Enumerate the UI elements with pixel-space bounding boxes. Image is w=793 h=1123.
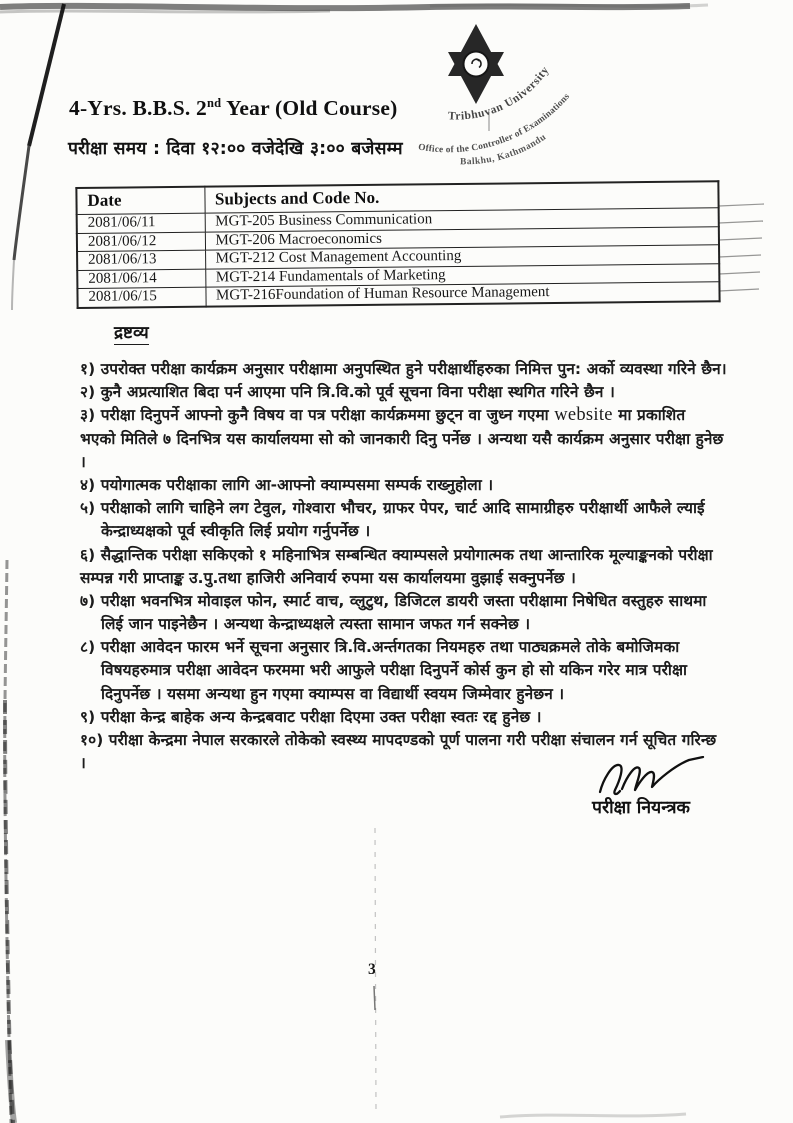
university-stamp <box>398 16 603 170</box>
page-title-ordinal: nd <box>206 96 222 110</box>
note-line-10a: १०) परीक्षा केन्द्रमा नेपाल सरकारले तोकेको स्वस्थ्य मापदण्डको पूर्ण पालना गरी परीक्षा संचालन गर्न सूचित गरिन्छ <box>80 731 717 749</box>
stamp-emblem <box>464 52 489 77</box>
stamp-org-text: Tribhuvan University <box>447 64 552 123</box>
page-title-text: 4-Yrs. B.B.S. 2 <box>69 96 207 121</box>
handwritten-signature <box>586 756 721 798</box>
date-column-header: Date <box>76 187 204 215</box>
svg-text:Office of the Controller of Ex <box>417 92 572 156</box>
page-title <box>69 96 397 121</box>
note-line-8c: दिनुपर्नेछ । यसमा अन्यथा हुन गएमा क्याम्पस वा विद्यार्थी स्वयम जिम्मेवार हुनेछन । <box>101 684 565 703</box>
notes-section <box>80 320 748 775</box>
note-line-3a <box>80 404 748 427</box>
notes-heading: द्रष्टव्य <box>114 320 149 345</box>
note-line-4: ४) पयोगात्मक परीक्षाका लागि आ-आफ्नो क्याम्पसमा सम्पर्क राख्नुहोला । <box>80 475 494 494</box>
page-title-rest: Year (Old Course) <box>221 96 398 121</box>
note-line-10b: । <box>80 754 86 773</box>
subject-cell: MGT-206 Macroeconomics <box>205 226 719 250</box>
date-cell: 2081/06/11 <box>77 213 205 233</box>
note-line-6b: सम्पन्न गरी प्राप्ताङ्क उ.पु.तथा हाजिरी अनिवार्य रुपमा यस कार्यालयमा वुझाई सक्नुपर्नेछ । <box>80 568 576 587</box>
date-cell: 2081/06/12 <box>77 232 205 252</box>
website-word: website <box>554 405 613 426</box>
subject-cell: MGT-216Foundation of Human Resource Management <box>205 282 719 306</box>
date-cell: 2081/06/14 <box>77 269 205 289</box>
note-line-3b: भएको मितिले ७ दिनभित्र यस कार्यालयमा सो को जानकारी दिनु पर्नेछ । अन्यथा यसै कार्यक्रम अनुसार परीक्षा हुनेछ <box>80 429 724 448</box>
date-cell: 2081/06/15 <box>77 287 205 307</box>
note-line-2: २) कुनै अप्रत्याशित बिदा पर्न आएमा पनि त्रि.वि.को पूर्व सूचना विना परीक्षा स्थगित गरिने छैन । <box>80 383 615 402</box>
note-line-8a: ८) परीक्षा आवेदन फारम भर्ने सूचना अनुसार त्रि.वि.अर्न्तगतका नियमहरु तथा पाठ्यक्रमले तोके बमोजिमका <box>80 638 680 657</box>
date-cell: 2081/06/13 <box>77 250 205 270</box>
page-number: 3 <box>368 961 376 978</box>
subjects-column-header: Subjects and Code No. <box>204 181 718 213</box>
subject-cell: MGT-205 Business Communication <box>205 208 719 232</box>
note-line-1: १) उपरोक्त परीक्षा कार्यक्रम अनुसार परीक्षामा अनुपस्थित हुने परीक्षार्थीहरुका निमित्त पुन: अर्को व्यवस्था गरिने छैन। <box>80 360 727 378</box>
note-line-5b: केन्द्राध्यक्षको पूर्व स्वीकृति लिई प्रयोग गर्नुपर्नेछ । <box>101 522 371 541</box>
exam-schedule-table <box>75 180 720 308</box>
stamp-location-text: Balkhu, Kathmandu <box>459 132 549 168</box>
note-line-8b: विषयहरुमात्र परीक्षा आवेदन फरममा भरी आफुले परीक्षा दिनुपर्ने कोर्स कुन हो सो यकिन गरेर मात्र परीक्षा <box>101 661 688 680</box>
note-line-6a: ६) सैद्धान्तिक परीक्षा सकिएको १ महिनाभित्र सम्बन्धित क्याम्पसले प्रयोगात्मक तथा आन्तारिक मूल्याङ्कनको परीक्षा <box>80 545 713 564</box>
note-line-9: ९) परीक्षा केन्द्र बाहेक अन्य केन्द्रबवाट परीक्षा दिएमा उक्त परीक्षा स्वतः रद्द हुनेछ । <box>80 707 542 726</box>
note-line-3c: । <box>80 452 86 471</box>
note-line-3a-post: मा प्रकाशित <box>612 406 686 425</box>
note-line-3a-pre: ३) परीक्षा दिनुपर्ने आफ्नो कुनै विषय वा पत्र परीक्षा कार्यक्रममा छुट्न वा जुध्न गएमा <box>80 406 555 425</box>
note-line-5a: ५) परीक्षाको लागि चाहिने लग टेवुल, गोश्वारा भौचर, ग्राफर पेपर, चार्ट आदि सामाग्रीहरु परीक्षार्थी आफैले ल्याई <box>80 499 705 518</box>
subject-cell: MGT-214 Fundamentals of Marketing <box>205 263 719 287</box>
exam-time-line: परीक्षा समय : दिवा १२:०० वजेदेखि ३:०० बजेसम्म <box>68 139 403 159</box>
signature-title: परीक्षा नियन्त्रक <box>592 798 690 818</box>
note-line-7b: लिई जान पाइनेछैन । अन्यथा केन्द्राध्यक्षले त्यस्ता सामान जफत गर्न सक्नेछ । <box>101 615 531 634</box>
subject-cell: MGT-212 Cost Management Accounting <box>205 245 719 269</box>
note-line-7a: ७) परीक्षा भवनभित्र मोवाइल फोन, स्मार्ट वाच, व्लुटुथ, डिजिटल डायरी जस्ता परीक्षामा निषेधित वस्तुहरु साथमा <box>80 591 707 610</box>
stamp-office-text: Office of the Controller of Examinations <box>417 91 573 156</box>
